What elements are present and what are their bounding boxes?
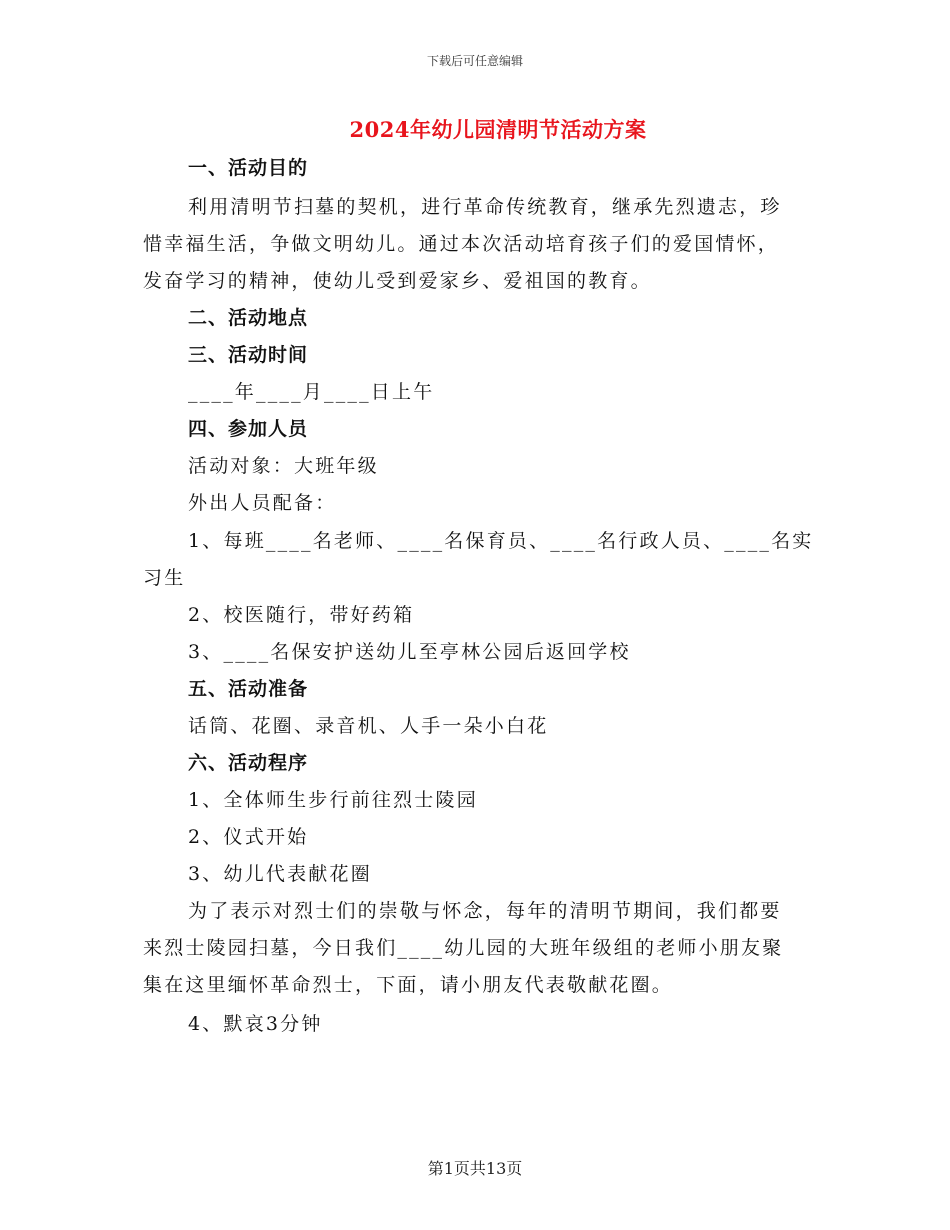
section-heading-participants: 四、参加人员 <box>188 418 309 440</box>
section-heading-location: 二、活动地点 <box>188 307 309 329</box>
page-header-note: 下载后可任意编辑 <box>426 54 523 68</box>
document-title: 2024年幼儿园清明节活动方案 <box>349 117 647 142</box>
paragraph-line: 习生 <box>143 567 186 589</box>
paragraph-line: 3、____名保安护送幼儿至亭林公园后返回学校 <box>188 641 631 663</box>
paragraph-line: 2、仪式开始 <box>188 826 309 848</box>
paragraph-line: 外出人员配备： <box>188 492 337 514</box>
page-footer-number: 第1页共13页 <box>427 1159 523 1178</box>
paragraph-line: 3、幼儿代表献花圈 <box>188 863 372 885</box>
paragraph-line: ____年____月____日上午 <box>188 381 435 403</box>
paragraph-line: 集在这里缅怀革命烈士，下面，请小朋友代表敬献花圈。 <box>143 974 674 996</box>
section-heading-purpose: 一、活动目的 <box>188 157 309 179</box>
paragraph-line: 发奋学习的精神，使幼儿受到爱家乡、爱祖国的教育。 <box>143 270 652 292</box>
paragraph-line: 活动对象：大班年级 <box>188 455 379 477</box>
paragraph-line: 2、校医随行，带好药箱 <box>188 604 415 626</box>
paragraph-line: 话筒、花圈、录音机、人手一朵小白花 <box>188 715 549 737</box>
section-heading-preparation: 五、活动准备 <box>188 678 309 700</box>
paragraph-line: 1、每班____名老师、____名保育员、____名行政人员、____名实 <box>188 530 814 552</box>
paragraph-line: 4、默哀3分钟 <box>188 1013 323 1035</box>
section-heading-procedure: 六、活动程序 <box>188 752 309 774</box>
paragraph-line: 为了表示对烈士们的崇敬与怀念，每年的清明节期间，我们都要 <box>188 900 782 922</box>
paragraph-line: 来烈士陵园扫墓，今日我们____幼儿园的大班年级组的老师小朋友聚 <box>143 937 784 959</box>
paragraph-line: 惜幸福生活，争做文明幼儿。通过本次活动培育孩子们的爱国情怀， <box>143 233 780 255</box>
paragraph-line: 1、全体师生步行前往烈士陵园 <box>188 789 478 811</box>
paragraph-line: 利用清明节扫墓的契机，进行革命传统教育，继承先烈遗志，珍 <box>188 196 782 218</box>
section-heading-time: 三、活动时间 <box>188 344 309 366</box>
